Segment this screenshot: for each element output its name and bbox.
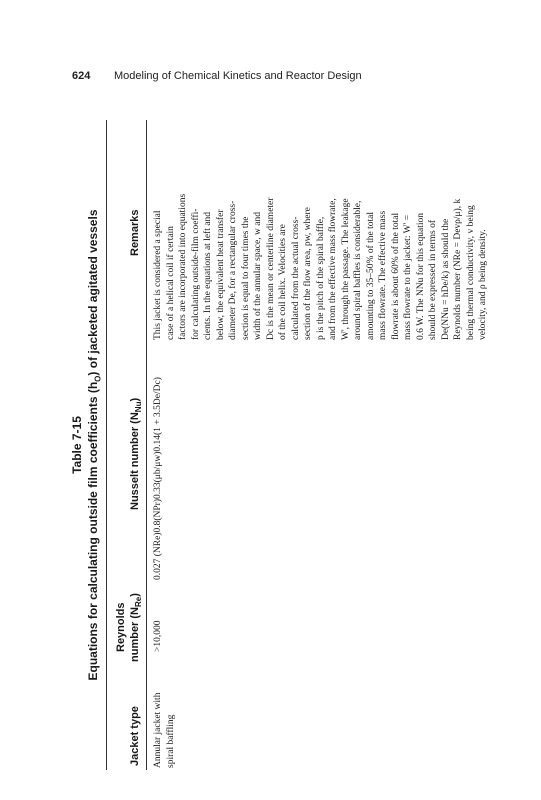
header-reynolds-line2: number $(N_{Re})$	[129, 593, 144, 662]
book-title: Modeling of Chemical Kinetics and Reactor Design	[114, 70, 362, 82]
running-head	[72, 70, 512, 90]
top-rule	[106, 120, 107, 770]
header-jacket-type: Jacket type	[129, 706, 141, 766]
header-nusselt: Nusselt number $(N_{Nu})$	[129, 397, 144, 510]
jacket-type-cell: Annular jacket with spiral baffling	[153, 692, 176, 768]
table-title: Equations for calculating outside film coefficients $(h_O)$ of jacketed agitated vessels	[86, 209, 103, 681]
remarks-cell: This jacket is considered a special case of a helical coil if certain factors are incorporated into equations for calculating outside-film coeffi- cients. In the equations at left and below, the equivalent heat transfer diameter De, for a rectangular cross- section is equal to four times the width of the annular space, w and Dc is the mean or centerline diameter of the coil helix. Velocities are calculated from the actual cross- section of the flow area, pw, where p is the pitch of the spiral baffle, and from the effective mass flowrate, W', through the passage. The leakage around spiral baffles is considerable, amounting to 35–50% of the total mass flowrate. The effective mass flowrate is about 60% of the total mass flowrate to the jacket: W' = 0.6 W. The NNu for this equation should be expressed in terms of De(NNu = hDe/k) as should the Reynolds number (NRe = Devρ/μ), k being thermal conductivity, v being velocity, and ρ being density.	[153, 193, 488, 340]
header-reynolds-line1: Reynolds	[115, 602, 127, 652]
rotated-table	[70, 120, 488, 770]
header-rule	[146, 120, 147, 770]
header-remarks: Remarks	[129, 209, 141, 256]
reynolds-cell: >10,000	[153, 620, 163, 652]
nusselt-cell: 0.027 (NRe)0.8(NPr)0.33(μb/μw)0.14(1 + 3.5De/Dc)	[153, 377, 163, 580]
table-number: Table 7-15	[70, 416, 84, 474]
page-number: 624	[72, 70, 91, 82]
